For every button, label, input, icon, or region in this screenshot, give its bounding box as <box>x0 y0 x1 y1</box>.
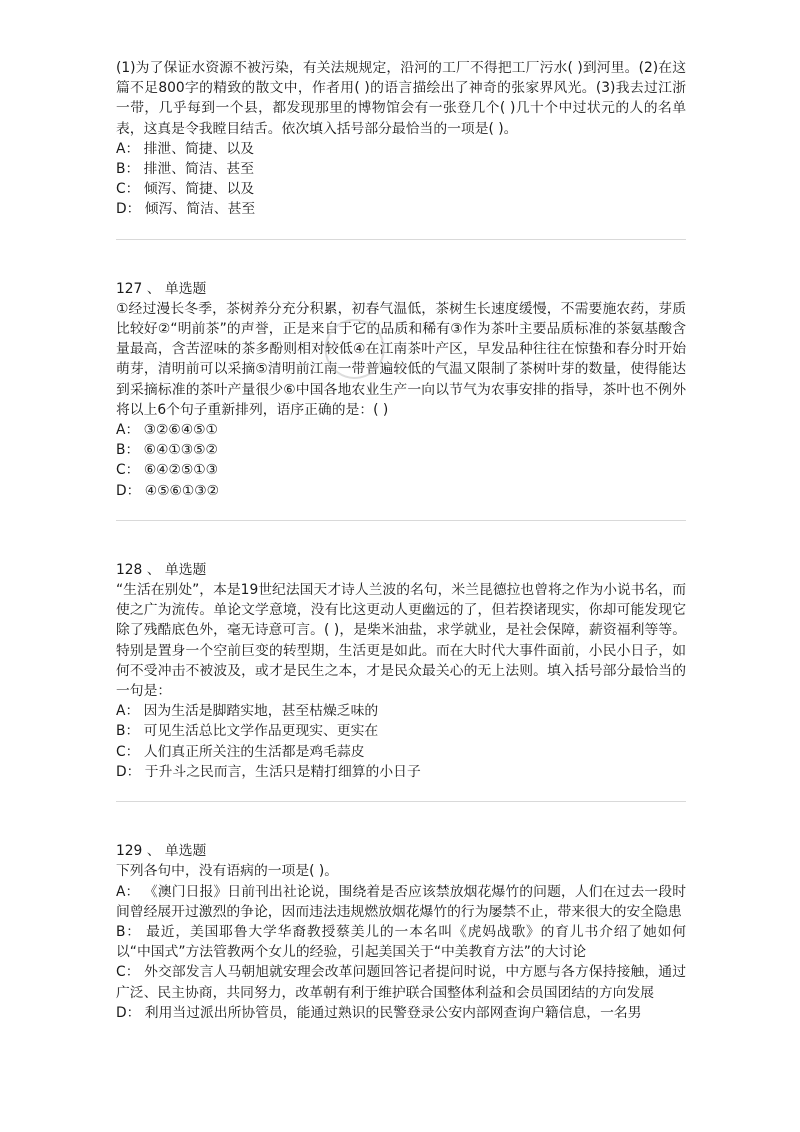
question-126 <box>116 58 686 220</box>
option-c: C： 倾泻、简捷、以及 <box>116 181 255 198</box>
divider <box>116 801 686 802</box>
option-b: B： 最近，美国耶鲁大学华裔教授蔡美儿的一本名叫《虎妈战歌》的育儿书介绍了她如何以“中国式”方法管教两个女儿的经验，引起美国关于“中美教育方法”的大讨论 <box>116 923 686 961</box>
option-d: D： 于升斗之民而言，生活只是精打细算的小日子 <box>116 763 421 780</box>
option-a: A： 因为生活是脚踏实地，甚至枯燥乏味的 <box>116 703 379 720</box>
option-a: A： 排泄、简捷、以及 <box>116 140 254 157</box>
option-a: A： ③②⑥④⑤① <box>116 422 218 439</box>
option-d: D： ④⑤⑥①③② <box>116 482 220 499</box>
question-stem: “生活在别处”，本是19世纪法国天才诗人兰波的名句，米兰昆德拉也曾将之作为小说书名，而使之广为流传。单论文学意境，没有比这更动人更幽远的了，但若揆诸现实，你却可能发现它除了残酷底色外，毫无诗意可言。( )，是柴米油盐，求学就业，是社会保障，薪资福利等等。特别是置身一个空前巨变的转型期，生活更是如此。而在大时代大事件面前，小民小日子，如何不受冲击不被波及，或才是民生之本，才是民众最关心的无上法则。填入括号部分最恰当的一句是： <box>116 582 686 700</box>
question-header: 128 、 单选题 <box>116 561 207 578</box>
question-stem: ①经过漫长冬季，茶树养分充分积累，初春气温低，茶树生长速度缓慢，不需要施农药，芽质比较好②“明前茶”的声誉，正是来自于它的品质和稀有③作为茶叶主要品质标准的茶氨基酸含量最高，含苦涩味的茶多酚则相对较低④在江南茶叶产区，早发品种往往在惊蛰和春分时开始萌芽，清明前可以采摘⑤清明前江南一带普遍较低的气温又限制了茶树叶芽的数量，使得能达到采摘标准的茶叶产量很少⑥中国各地农业生产一向以节气为农事安排的指导，茶叶也不例外将以上6个句子重新排列，语序正确的是：( ) <box>116 300 686 418</box>
option-d: D： 利用当过派出所协管员，能通过熟识的民警登录公安内部网查询户籍信息，一名男 <box>116 1004 642 1021</box>
option-b: B： ⑥④①③⑤② <box>116 442 218 459</box>
option-a: A： 《澳门日报》日前刊出社论说，围绕着是否应该禁放烟花爆竹的问题，人们在过去一段时间曾经展开过激烈的争论，因而违法违规燃放烟花爆竹的行为屡禁不止，带来很大的安全隐患 <box>116 883 686 920</box>
option-c: C： ⑥④②⑤①③ <box>116 462 219 479</box>
option-c: C： 外交部发言人马朝旭就安理会改革问题回答记者提问时说，中方愿与各方保持接触，通过广泛、民主协商，共同努力，改革朝有利于维护联合国整体利益和会员国团结的方向发展 <box>116 964 686 1001</box>
question-127 <box>116 279 686 501</box>
option-b: B： 可见生活总比文学作品更现实、更实在 <box>116 723 379 740</box>
option-b: B： 排泄、简洁、甚至 <box>116 161 255 178</box>
option-c: C： 人们真正所关注的生活都是鸡毛蒜皮 <box>116 743 365 760</box>
question-header: 129 、 单选题 <box>116 843 207 860</box>
question-128 <box>116 560 686 782</box>
divider <box>116 520 686 521</box>
question-129 <box>116 841 686 1023</box>
divider <box>116 239 686 240</box>
document-page <box>116 58 686 1023</box>
question-stem: (1)为了保证水资源不被污染，有关法规规定，沿河的工厂不得把工厂污水( )到河里。(2)在这篇不足800字的精致的散文中，作者用( )的语言描绘出了神奇的张家界风光。(3)我去过江浙一带，几乎每到一个县，都发现那里的博物馆会有一张登几个( )几十个中过状元的人的名单表，这真是令我瞠目结舌。依次填入括号部分最恰当的一项是( )。 <box>116 60 686 137</box>
question-stem: 下列各句中，没有语病的一项是( )。 <box>116 863 339 880</box>
option-d: D： 倾泻、简洁、甚至 <box>116 201 256 218</box>
question-header: 127 、 单选题 <box>116 280 207 297</box>
